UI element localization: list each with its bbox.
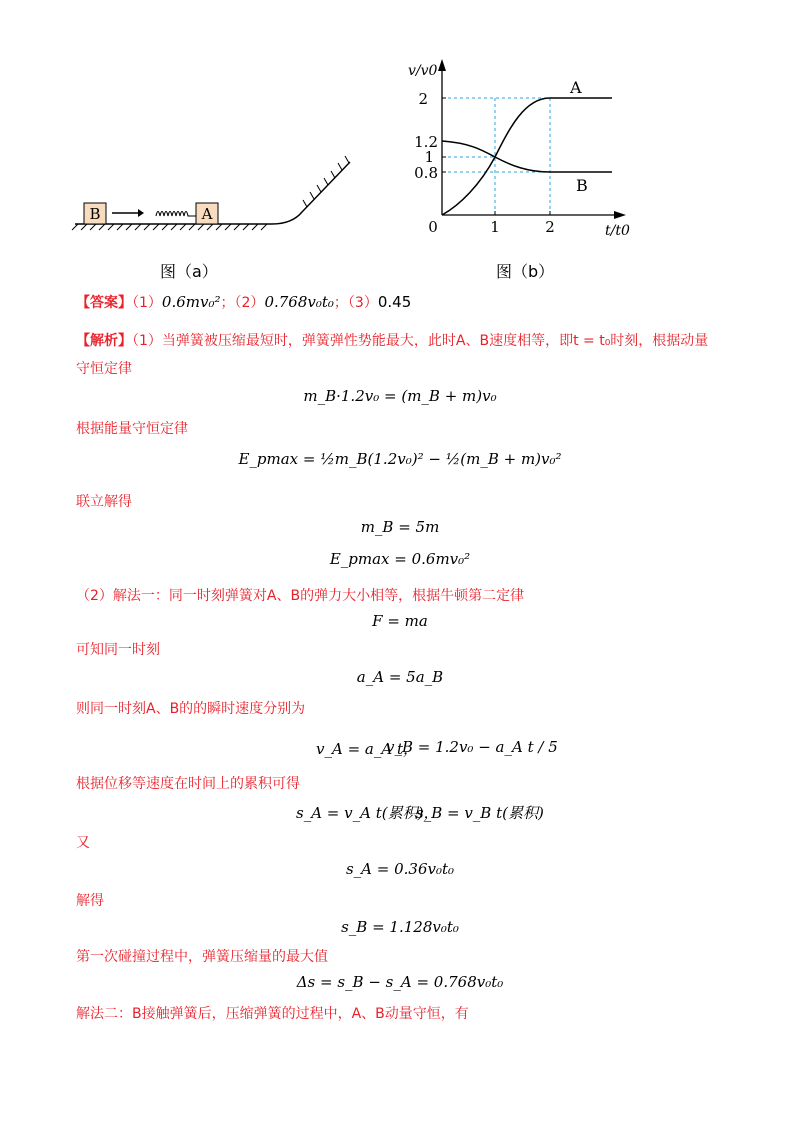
answer-value-2: 0.768v₀t₀	[264, 293, 334, 311]
answer-sep-1: ；（2）	[220, 295, 265, 311]
equation-momentum: m_B·1.2v₀ = (m_B + m)v₀	[303, 387, 497, 405]
text-instant: 则同一时刻A、B的的瞬时速度分别为	[76, 701, 306, 717]
equation-va: v_A = a_A t，	[316, 740, 418, 758]
x-tick-2: 2	[545, 218, 555, 236]
analysis-label: 【解析】	[76, 333, 132, 349]
answer-part1: （1）	[132, 295, 162, 311]
text-know: 可知同一时刻	[76, 642, 160, 658]
equation-newton: F = ma	[372, 612, 428, 630]
equation-energy-result: E_pmax = 0.6mv₀²	[329, 550, 471, 568]
y-tick-1-2: 1.2	[414, 133, 438, 151]
equation-sb-accum: s_B = v_B t(累积)	[416, 804, 544, 822]
block-a-label: A	[201, 205, 213, 223]
text-accumulate: 根据位移等速度在时间上的累积可得	[76, 776, 300, 792]
y-axis-arrow	[438, 59, 446, 71]
curve-b-label: B	[576, 176, 588, 195]
block-b-label: B	[89, 205, 101, 223]
answer-line	[76, 292, 411, 312]
text-first-collision: 第一次碰撞过程中，弹簧压缩量的最大值	[76, 949, 328, 965]
y-axis-label: v/v0	[408, 63, 438, 79]
analysis-line-2: 守恒定律	[76, 361, 132, 377]
analysis-line-1	[76, 330, 708, 350]
equation-sa: s_A = 0.36v₀t₀	[345, 860, 455, 878]
equation-mass: m_B = 5m	[360, 518, 440, 536]
equation-acceleration: a_A = 5a_B	[356, 668, 444, 686]
figure-a	[60, 150, 360, 250]
x-tick-1: 1	[490, 218, 500, 236]
x-axis-arrow	[614, 211, 626, 219]
text-method-1: （2）解法一：同一时刻弹簧对A、B的弹力大小相等，根据牛顿第二定律	[76, 588, 525, 604]
y-tick-1: 1	[424, 148, 434, 166]
arrow-head	[138, 209, 144, 217]
y-tick-2: 2	[418, 90, 428, 108]
answer-value-3: 0.45	[377, 293, 412, 311]
text-solve: 联立解得	[76, 494, 132, 510]
equation-sa-accum: s_A = v_A t(累积)，	[296, 804, 439, 822]
x-tick-0: 0	[428, 218, 438, 236]
curve-a-label: A	[570, 78, 582, 97]
text-energy: 根据能量守恒定律	[76, 421, 188, 437]
spring	[156, 212, 196, 217]
figure-b	[400, 55, 640, 245]
figure-a-caption: 图（a）	[160, 262, 218, 281]
y-tick-0-8: 0.8	[414, 164, 438, 182]
equation-max-compression: Δs = s_B − s_A = 0.768v₀t₀	[296, 973, 504, 991]
text-also: 又	[76, 835, 90, 851]
text-get: 解得	[76, 893, 104, 909]
figure-b-caption: 图（b）	[496, 262, 555, 281]
equation-sb: s_B = 1.128v₀t₀	[341, 918, 459, 936]
answer-sep-2: ；（3）	[333, 295, 378, 311]
text-method-2: 解法二：B接触弹簧后，压缩弹簧的过程中，A、B动量守恒，有	[76, 1006, 469, 1022]
ground-hatch	[72, 224, 267, 230]
equation-vb: v_B = 1.2v₀ − a_A t / 5	[386, 738, 558, 756]
ramp-hatch	[303, 156, 349, 207]
x-axis-label: t/t0	[605, 223, 630, 239]
answer-label: 【答案】	[76, 295, 132, 311]
analysis-text-1: （1）当弹簧被压缩最短时，弹簧弹性势能最大，此时A、B速度相等，即t = t₀时刻，根据动量	[132, 333, 709, 349]
answer-value-1: 0.6mv₀²	[161, 293, 221, 311]
equation-energy: E_pmax = ½m_B(1.2v₀)² − ½(m_B + m)v₀²	[238, 450, 562, 468]
